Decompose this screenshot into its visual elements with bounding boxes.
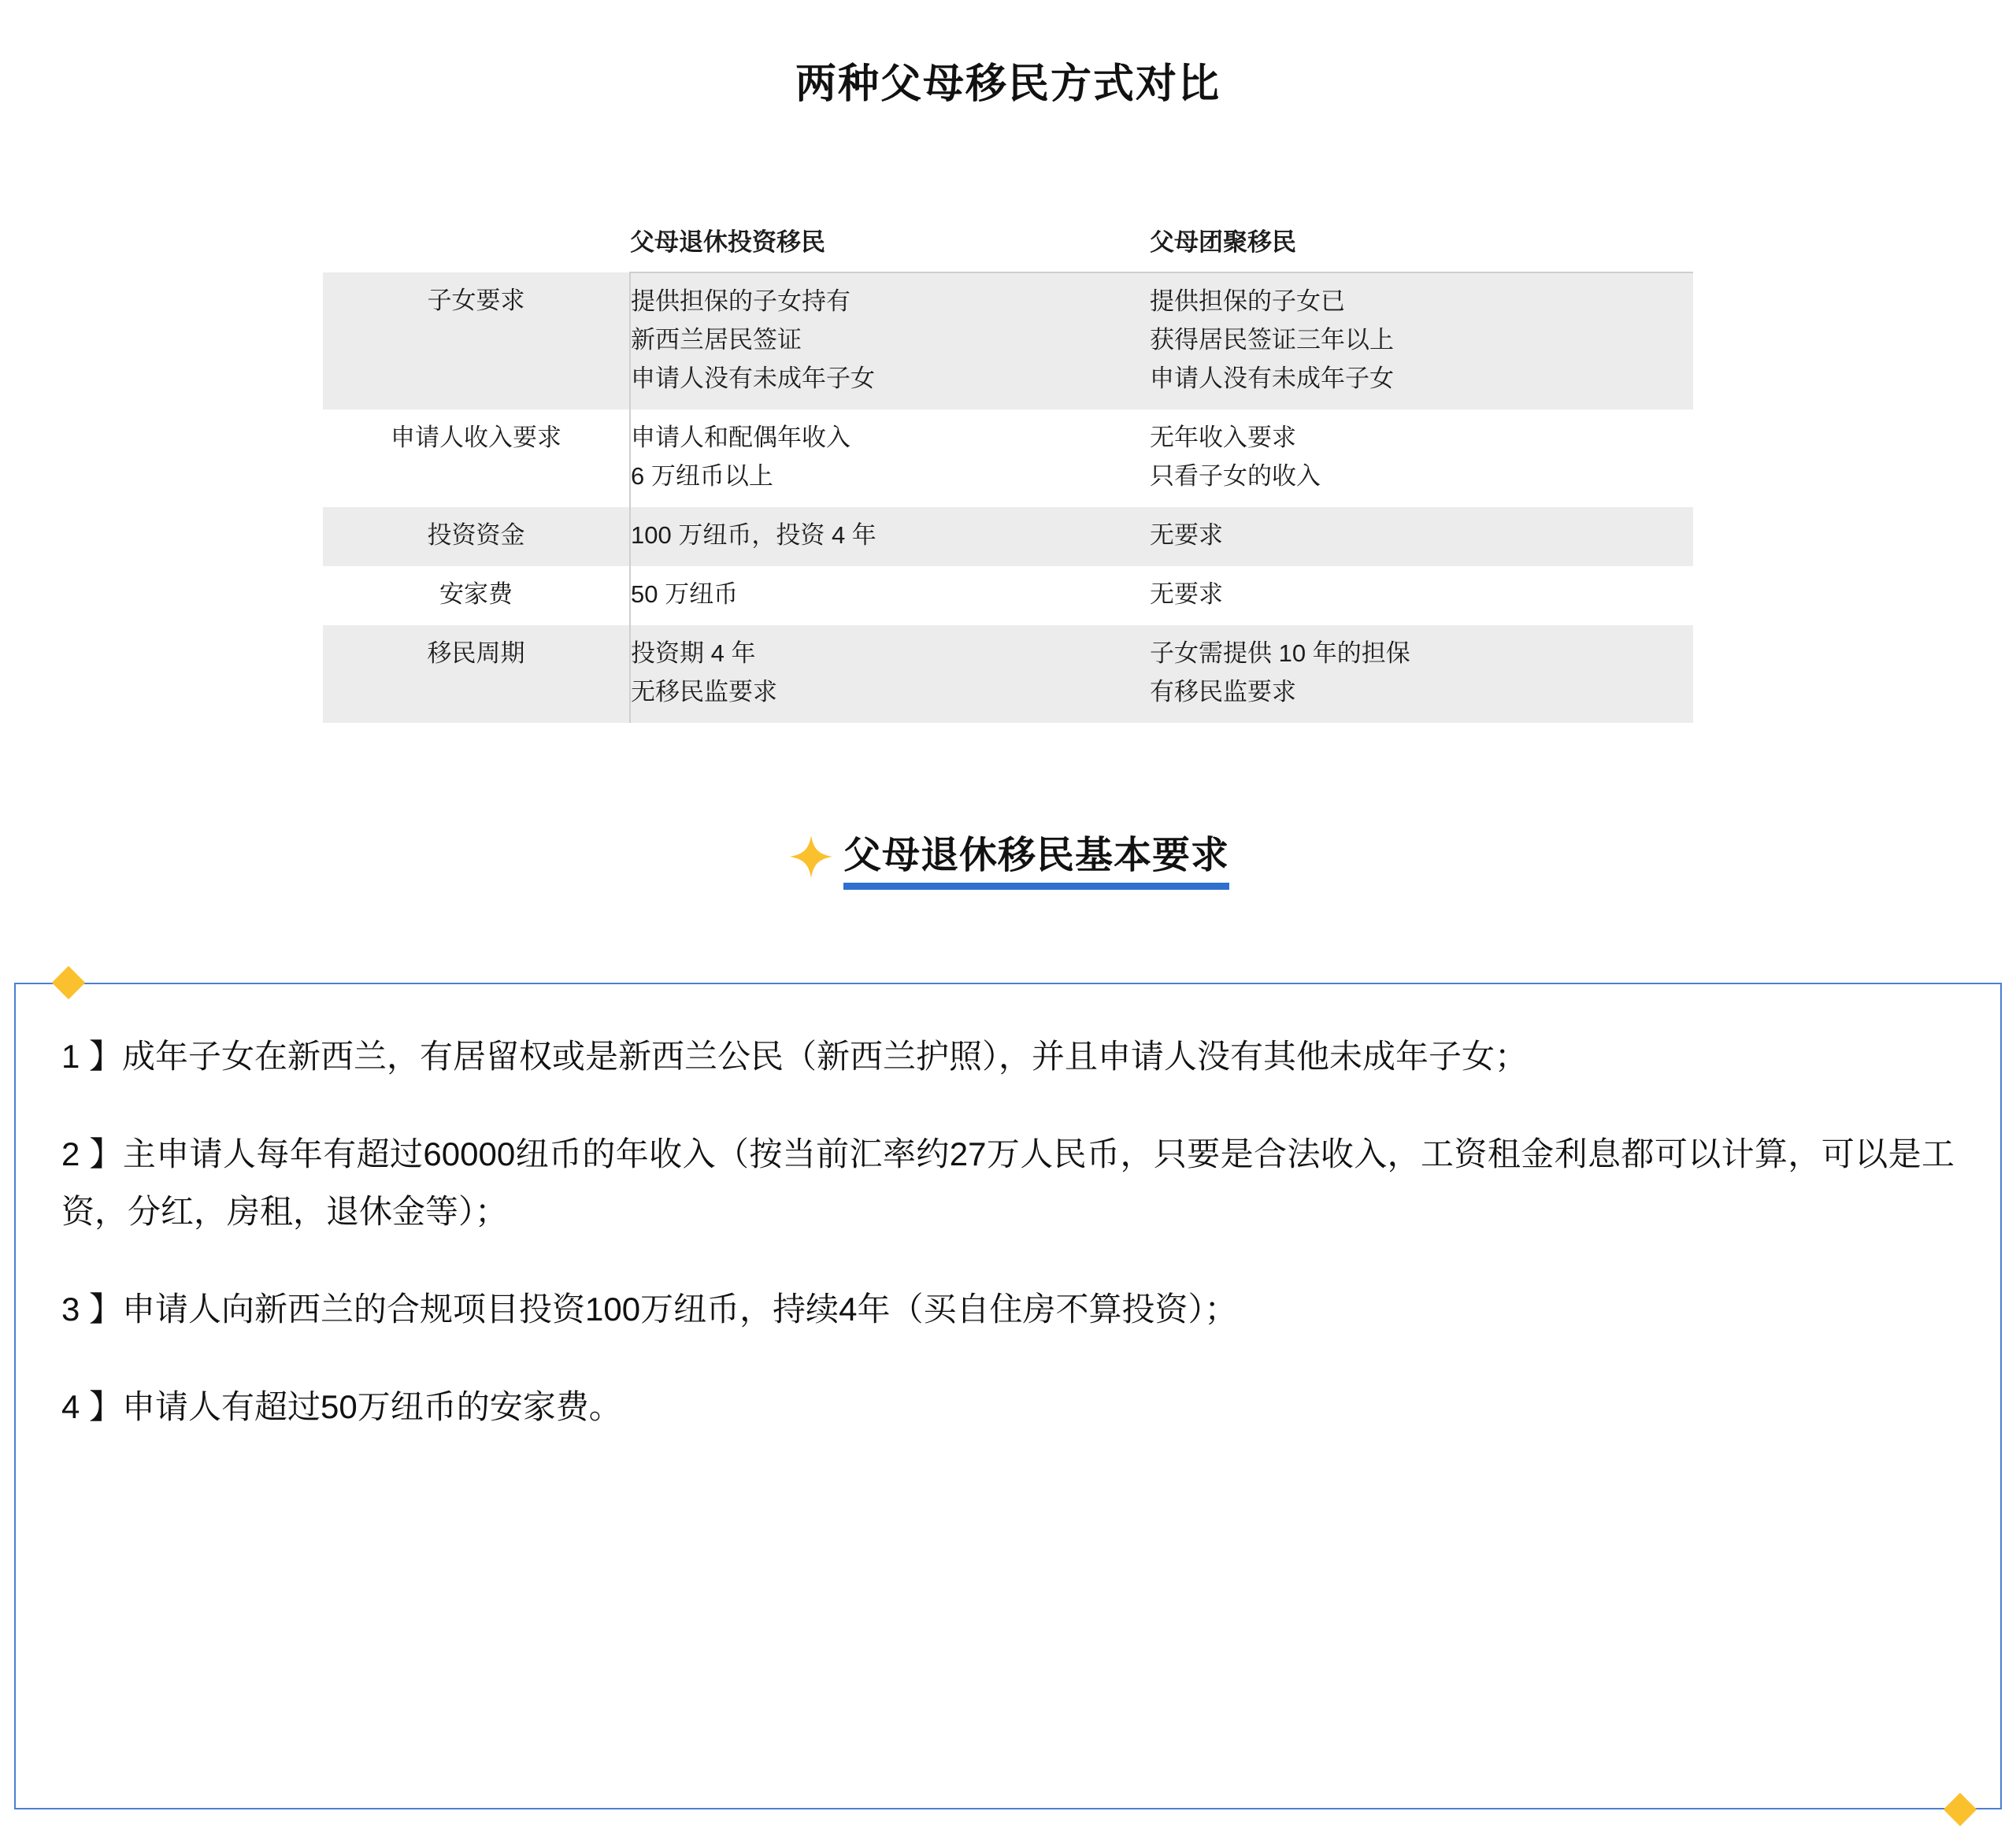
requirement-item: 2 】主申请人每年有超过60000纽币的年收入（按当前汇率约27万人民币，只要是合法收入，工资租金利息都可以计算，可以是工资，分红，房租，退休金等）； xyxy=(61,1135,1955,1230)
cell-line: 无年收入要求 xyxy=(1150,423,1296,451)
cell-line: 无要求 xyxy=(1150,520,1223,549)
cell-line: 获得居民签证三年以上 xyxy=(1150,325,1394,354)
requirement-item: 3 】申请人向新西兰的合规项目投资100万纽币，持续4年（买自住房不算投资）； xyxy=(61,1290,1238,1328)
row-1-col-b xyxy=(1150,409,1693,507)
cell-line: 提供担保的子女持有 xyxy=(631,287,850,315)
cell-line: 申请人没有未成年子女 xyxy=(631,364,875,392)
table-col-header-reunion: 父母团聚移民 xyxy=(1150,214,1693,272)
table-row xyxy=(323,625,1693,723)
sparkle-icon xyxy=(787,832,836,881)
row-0-col-a xyxy=(630,272,1150,409)
cell-line: 提供担保的子女已 xyxy=(1150,287,1345,315)
page-title: 两种父母移民方式对比 xyxy=(795,61,1221,107)
cell-line: 申请人没有未成年子女 xyxy=(1150,364,1394,392)
cell-line: 无移民监要求 xyxy=(631,677,777,706)
requirements-box-wrapper xyxy=(14,983,2002,1809)
requirements-box xyxy=(14,983,2002,1809)
cell-line: 投资期 4 年 xyxy=(631,639,756,667)
cell-line: 有移民监要求 xyxy=(1150,677,1296,706)
cell-line: 无要求 xyxy=(1150,580,1223,608)
row-0-col-b xyxy=(1150,272,1693,409)
row-label-period: 移民周期 xyxy=(323,625,630,723)
row-label-settlement: 安家费 xyxy=(323,566,630,625)
row-label-children: 子女要求 xyxy=(323,272,630,409)
table-header xyxy=(323,214,1693,272)
table-row xyxy=(323,409,1693,507)
cell-line: 6 万纽币以上 xyxy=(631,461,773,490)
row-label-income: 申请人收入要求 xyxy=(323,409,630,507)
row-2-col-b xyxy=(1150,507,1693,566)
cell-line: 子女需提供 10 年的担保 xyxy=(1150,639,1410,667)
row-3-col-b xyxy=(1150,566,1693,625)
section-title: 父母退休移民基本要求 xyxy=(843,833,1229,891)
row-label-investment: 投资资金 xyxy=(323,507,630,566)
comparison-table xyxy=(323,214,1693,723)
table-col-header-retirement: 父母退休投资移民 xyxy=(630,214,1150,272)
cell-line: 申请人和配偶年收入 xyxy=(631,423,850,451)
cell-line: 100 万纽币，投资 4 年 xyxy=(631,520,876,549)
comparison-table-wrapper xyxy=(323,214,1693,723)
cell-line: 50 万纽币 xyxy=(631,580,739,608)
table-row xyxy=(323,566,1693,625)
document-page xyxy=(0,28,2016,1809)
cell-line: 只看子女的收入 xyxy=(1150,461,1321,490)
section-heading xyxy=(0,833,2016,891)
table-col-header-blank xyxy=(323,214,630,272)
table-header-row xyxy=(323,214,1693,272)
table-row xyxy=(323,272,1693,409)
cell-line: 新西兰居民签证 xyxy=(631,325,802,354)
requirement-item: 4 】申请人有超过50万纽币的安家费。 xyxy=(61,1388,622,1426)
row-4-col-a xyxy=(630,625,1150,723)
row-1-col-a xyxy=(630,409,1150,507)
row-3-col-a xyxy=(630,566,1150,625)
table-row xyxy=(323,507,1693,566)
requirement-item: 1 】成年子女在新西兰，有居留权或是新西兰公民（新西兰护照），并且申请人没有其他未成年子女； xyxy=(61,1038,1529,1076)
row-2-col-a xyxy=(630,507,1150,566)
table-body xyxy=(323,272,1693,723)
row-4-col-b xyxy=(1150,625,1693,723)
